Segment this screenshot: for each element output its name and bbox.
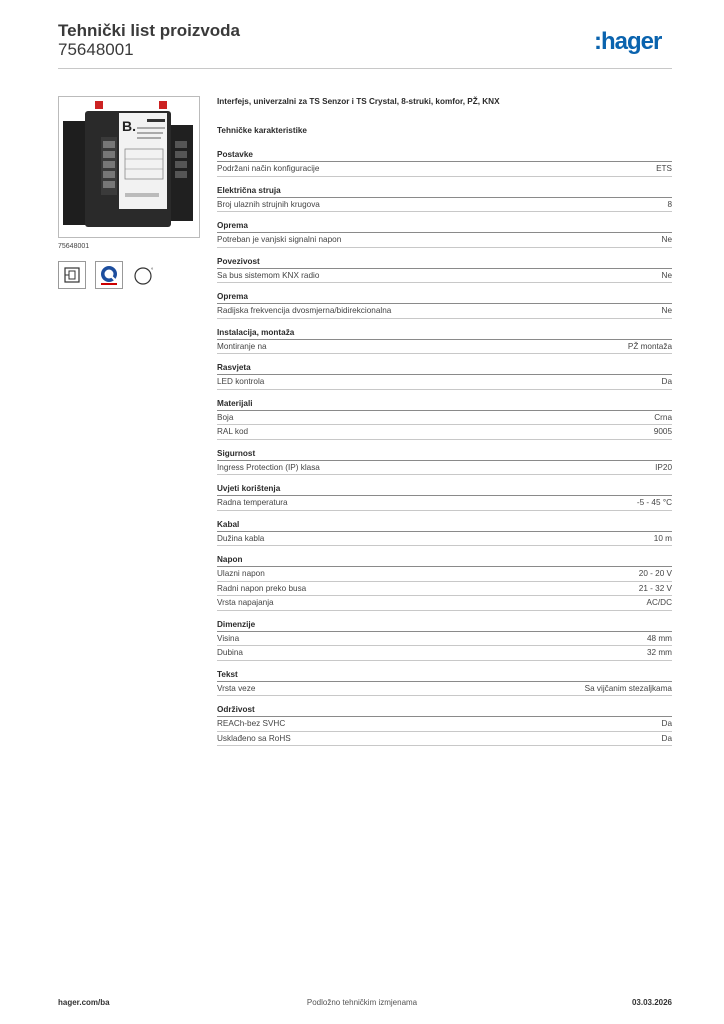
spec-section [217, 398, 672, 440]
spec-row [217, 732, 672, 747]
spec-value: 32 mm [646, 648, 672, 657]
product-image [58, 96, 200, 238]
specifications-panel [217, 96, 672, 754]
svg-text:°: ° [151, 268, 154, 274]
spec-row [217, 304, 672, 319]
quality-certification-icon [95, 261, 123, 289]
spec-row [217, 375, 672, 390]
spec-row [217, 162, 672, 177]
section-title: Povezivost [217, 256, 672, 269]
footer-note: Podložno tehničkim izmjenama [306, 998, 418, 1007]
spec-value: Ne [661, 270, 672, 280]
spec-label: REACh-bez SVHC [217, 719, 286, 728]
spec-section [217, 483, 672, 511]
spec-value: -5 - 45 °C [636, 498, 672, 507]
device-illustration [59, 97, 199, 237]
spec-row [217, 646, 672, 661]
spec-value: Da [661, 733, 672, 743]
spec-row [217, 340, 672, 355]
spec-section [217, 185, 672, 213]
spec-row [217, 269, 672, 284]
spec-label: Usklađeno sa RoHS [217, 733, 291, 743]
spec-label: Visina [217, 633, 240, 643]
spec-row [217, 461, 672, 476]
certification-badges [58, 261, 160, 289]
spec-value: 10 m [653, 533, 672, 543]
spec-value: Crna [654, 412, 672, 422]
spec-value: Sa vijčanim stezaljkama [584, 683, 672, 693]
section-title: Tekst [217, 669, 672, 682]
spec-label: Podržani način konfiguracije [217, 164, 320, 173]
section-title: Kabal [217, 519, 672, 532]
section-title: Sigurnost [217, 448, 672, 461]
spec-sections [217, 149, 672, 746]
spec-section [217, 519, 672, 547]
spec-row [217, 532, 672, 547]
spec-value: IP20 [655, 462, 672, 472]
spec-row [217, 632, 672, 647]
spec-row [217, 717, 672, 732]
spec-section [217, 220, 672, 248]
spec-value: Da [661, 719, 672, 728]
spec-label: Broj ulaznih strujnih krugova [217, 199, 320, 209]
spec-section [217, 327, 672, 355]
section-title: Napon [217, 554, 672, 567]
spec-section [217, 149, 672, 177]
spec-label: LED kontrola [217, 377, 265, 386]
spec-row [217, 411, 672, 426]
spec-label: Ingress Protection (IP) klasa [217, 462, 320, 472]
product-number: 75648001 [58, 40, 134, 59]
section-title: Oprema [217, 220, 672, 233]
spec-row [217, 425, 672, 440]
spec-label: Potreban je vanjski signalni napon [217, 235, 342, 244]
spec-label: Sa bus sistemom KNX radio [217, 270, 320, 280]
logo-text: :hager [594, 28, 662, 55]
spec-row [217, 596, 672, 611]
spec-section [217, 554, 672, 611]
temperature-range-icon [132, 261, 160, 289]
section-title: Održivost [217, 704, 672, 717]
spec-value: Ne [661, 306, 672, 315]
din-rail-module-icon [58, 261, 86, 289]
spec-value: PŽ montaža [627, 341, 672, 351]
spec-label: Boja [217, 412, 234, 422]
spec-label: Montiranje na [217, 341, 267, 351]
section-title: Postavke [217, 149, 672, 162]
spec-value: AC/DC [646, 598, 672, 607]
spec-label: Dubina [217, 648, 243, 657]
spec-row [217, 682, 672, 697]
spec-value: Ne [661, 235, 672, 244]
spec-section [217, 291, 672, 319]
image-caption: 75648001 [58, 243, 90, 250]
spec-row [217, 567, 672, 582]
footer-date: 03.03.2026 [631, 998, 672, 1007]
header-divider [58, 68, 672, 69]
spec-section [217, 362, 672, 390]
spec-value: 9005 [653, 427, 672, 436]
spec-label: Vrsta veze [217, 683, 256, 693]
device-label: B. [122, 118, 136, 134]
spec-label: Radna temperatura [217, 498, 288, 507]
spec-value: ETS [656, 164, 672, 173]
footer-website: hager.com/ba [58, 998, 110, 1007]
spec-row [217, 233, 672, 248]
section-title: Električna struja [217, 185, 672, 198]
product-description: Interfejs, univerzalni za TS Senzor i TS Crystal, 8-struki, komfor, PŽ, KNX [217, 97, 500, 106]
spec-value: 48 mm [646, 633, 672, 643]
spec-section [217, 619, 672, 661]
section-title: Instalacija, montaža [217, 327, 672, 340]
section-title: Uvjeti korištenja [217, 483, 672, 496]
spec-value: 8 [667, 199, 672, 209]
spec-value: 21 - 32 V [638, 583, 672, 593]
section-title: Oprema [217, 291, 672, 304]
spec-label: Vrsta napajanja [217, 598, 274, 607]
spec-section [217, 704, 672, 746]
section-title: Dimenzije [217, 619, 672, 632]
spec-section [217, 256, 672, 284]
spec-label: Ulazni napon [217, 569, 265, 578]
section-title: Materijali [217, 398, 672, 411]
spec-value: Da [661, 377, 672, 386]
spec-row [217, 496, 672, 511]
hager-logo [594, 28, 674, 56]
spec-label: Dužina kabla [217, 533, 265, 543]
spec-value: 20 - 20 V [638, 569, 672, 578]
characteristics-heading: Tehničke karakteristike [217, 126, 307, 135]
spec-row [217, 198, 672, 213]
spec-label: Radni napon preko busa [217, 583, 307, 593]
spec-section [217, 669, 672, 697]
spec-row [217, 582, 672, 597]
section-title: Rasvjeta [217, 362, 672, 375]
spec-section [217, 448, 672, 476]
spec-label: RAL kod [217, 427, 249, 436]
page-title: Tehnički list proizvoda [58, 21, 240, 40]
spec-label: Radijska frekvencija dvosmjerna/bidirekcionalna [217, 306, 392, 315]
